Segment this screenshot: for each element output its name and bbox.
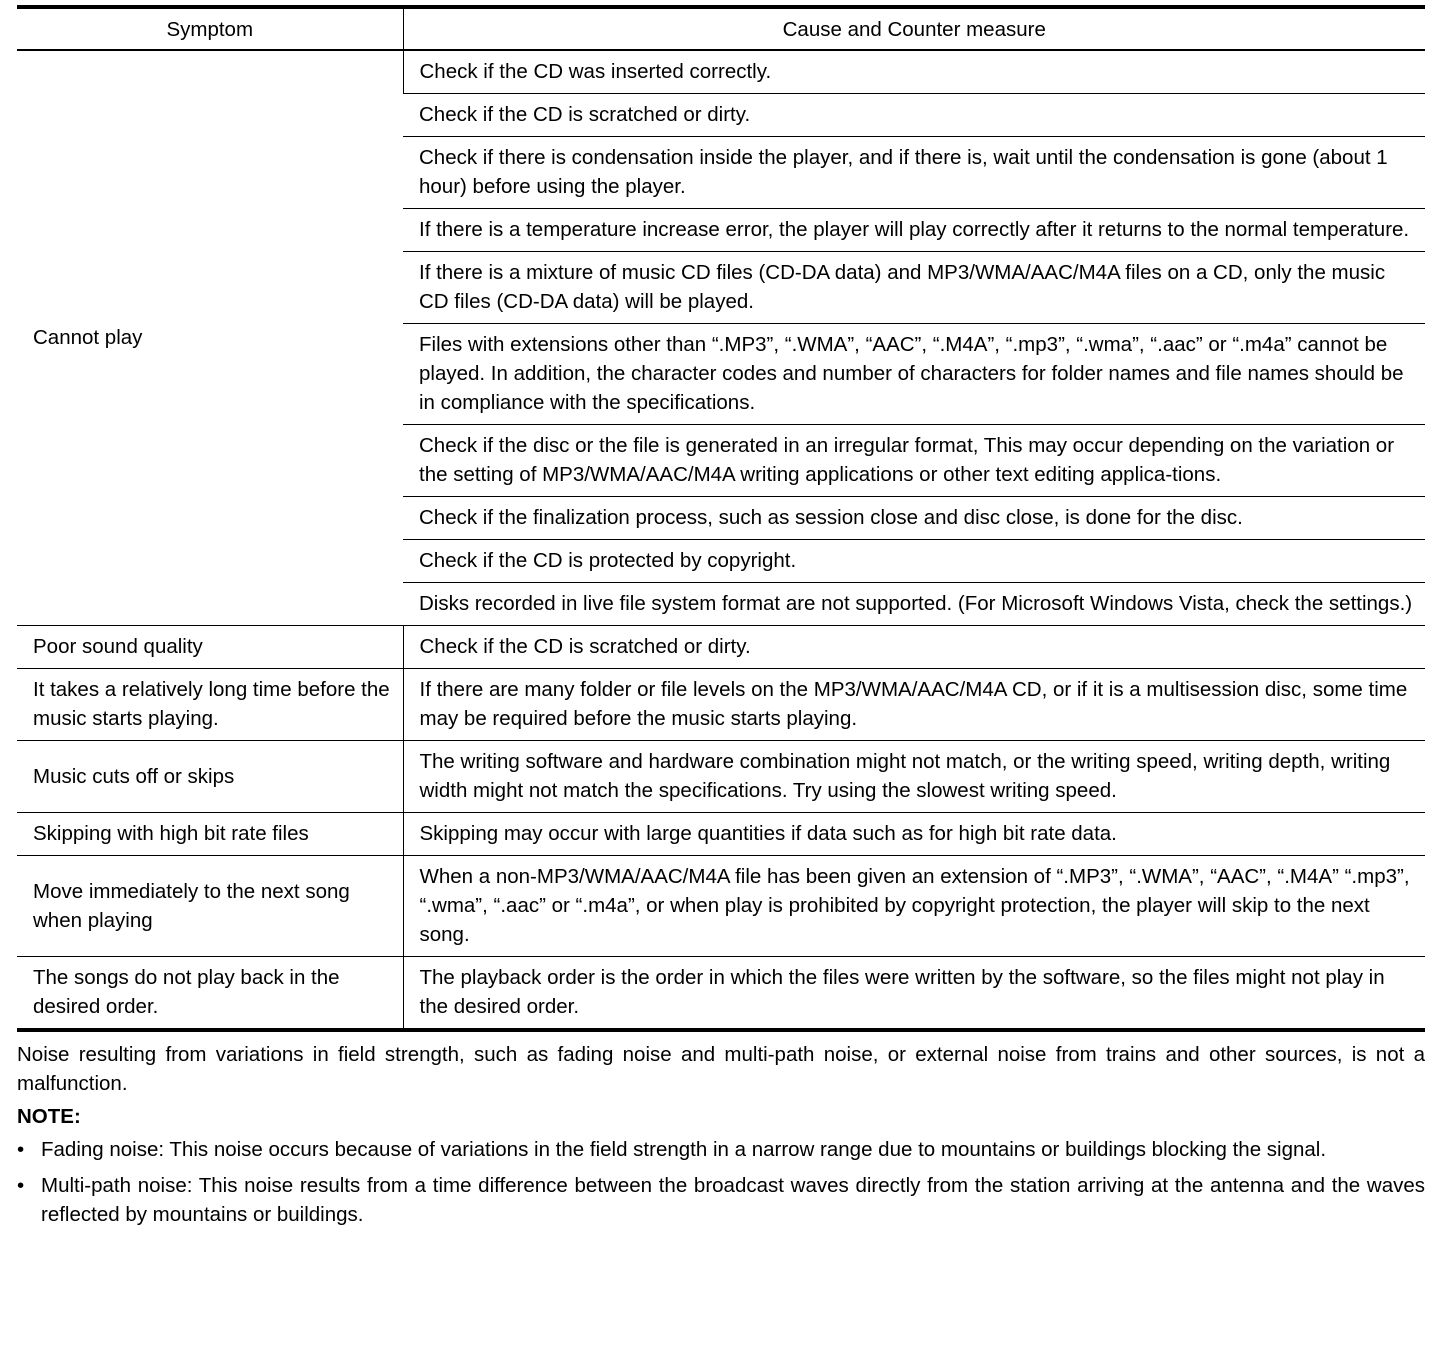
symptom-cell: Music cuts off or skips (17, 741, 403, 813)
symptom-column-header: Symptom (17, 7, 403, 50)
note-item-text: Fading noise: This noise occurs because of variations in the field strength in a narrow range due to mountains or buildings blocking the signal. (41, 1138, 1327, 1161)
table-header-row (17, 7, 1425, 50)
symptom-cell: Poor sound quality (17, 626, 403, 669)
cause-cell: The writing software and hardware combination might not match, or the writing speed, writing depth, writing width might not match the specifications. Try using the slowest writing speed. (403, 741, 1425, 813)
cause-cell: If there is a temperature increase error, the player will play correctly after it returns to the normal temperature. (403, 209, 1425, 252)
symptom-cell: The songs do not play back in the desired order. (17, 957, 403, 1031)
symptom-cell: Move immediately to the next song when playing (17, 856, 403, 957)
bullet-icon: • (17, 1138, 25, 1161)
cause-cell: Check if there is condensation inside the player, and if there is, wait until the condensation is gone (about 1 hour) before using the player. (403, 137, 1425, 209)
cause-cell: Disks recorded in live file system format are not supported. (For Microsoft Windows Vista, check the settings.) (403, 583, 1425, 626)
cause-cell: Check if the CD was inserted correctly. (403, 50, 1425, 94)
table-row (17, 856, 1425, 957)
symptom-cell: It takes a relatively long time before the music starts playing. (17, 669, 403, 741)
table-row (17, 626, 1425, 669)
symptom-cell: Skipping with high bit rate files (17, 813, 403, 856)
cause-cell: When a non-MP3/WMA/AAC/M4A file has been given an extension of “.MP3”, “.WMA”, “AAC”, “.M4A” “.mp3”, “.wma”, “.aac” or “.m4a”, or when play is prohibited by copyright protection, the player will skip to the next song. (403, 856, 1425, 957)
note-item (17, 1171, 1425, 1229)
bullet-icon: • (17, 1174, 25, 1197)
note-item-text: Multi-path noise: This noise results from a time difference between the broadcast waves directly from the station arriving at the antenna and the waves reflected by mountains or buildings. (41, 1174, 1425, 1226)
cause-cell: The playback order is the order in which the files were written by the software, so the files might not play in the desired order. (403, 957, 1425, 1031)
cause-cell: If there are many folder or file levels on the MP3/WMA/AAC/M4A CD, or if it is a multisession disc, some time may be required before the music starts playing. (403, 669, 1425, 741)
cause-cell: Check if the CD is protected by copyright. (403, 540, 1425, 583)
troubleshooting-table (17, 5, 1425, 1032)
cause-cell: Check if the finalization process, such as session close and disc close, is done for the disc. (403, 497, 1425, 540)
cause-cell: Check if the CD is scratched or dirty. (403, 626, 1425, 669)
cause-cell: Files with extensions other than “.MP3”, “.WMA”, “AAC”, “.M4A”, “.mp3”, “.wma”, “.aac” or “.m4a” cannot be played. In addition, the character codes and number of characters for folder names and file names should be in compliance with the specifications. (403, 324, 1425, 425)
document-page (17, 5, 1425, 1236)
table-body (17, 50, 1425, 1030)
cause-column-header: Cause and Counter measure (403, 7, 1425, 50)
note-list (17, 1135, 1425, 1229)
table-row (17, 50, 1425, 94)
note-item (17, 1135, 1425, 1164)
cause-cell: Skipping may occur with large quantities if data such as for high bit rate data. (403, 813, 1425, 856)
table-row (17, 957, 1425, 1031)
cause-cell: Check if the CD is scratched or dirty. (403, 94, 1425, 137)
table-row (17, 813, 1425, 856)
table-row (17, 669, 1425, 741)
note-title: NOTE: (17, 1105, 81, 1128)
symptom-cell: Cannot play (33, 326, 143, 349)
noise-paragraph: Noise resulting from variations in field strength, such as fading noise and multi-path noise, or external noise from trains and other sources, is not a malfunction. (17, 1043, 1425, 1095)
cause-cell: If there is a mixture of music CD files (CD-DA data) and MP3/WMA/AAC/M4A files on a CD, only the music CD files (CD-DA data) will be played. (403, 252, 1425, 324)
cause-cell: Check if the disc or the file is generated in an irregular format, This may occur depending on the variation or the setting of MP3/WMA/AAC/M4A writing applications or other text editing applica-tions. (403, 425, 1425, 497)
table-row (17, 741, 1425, 813)
